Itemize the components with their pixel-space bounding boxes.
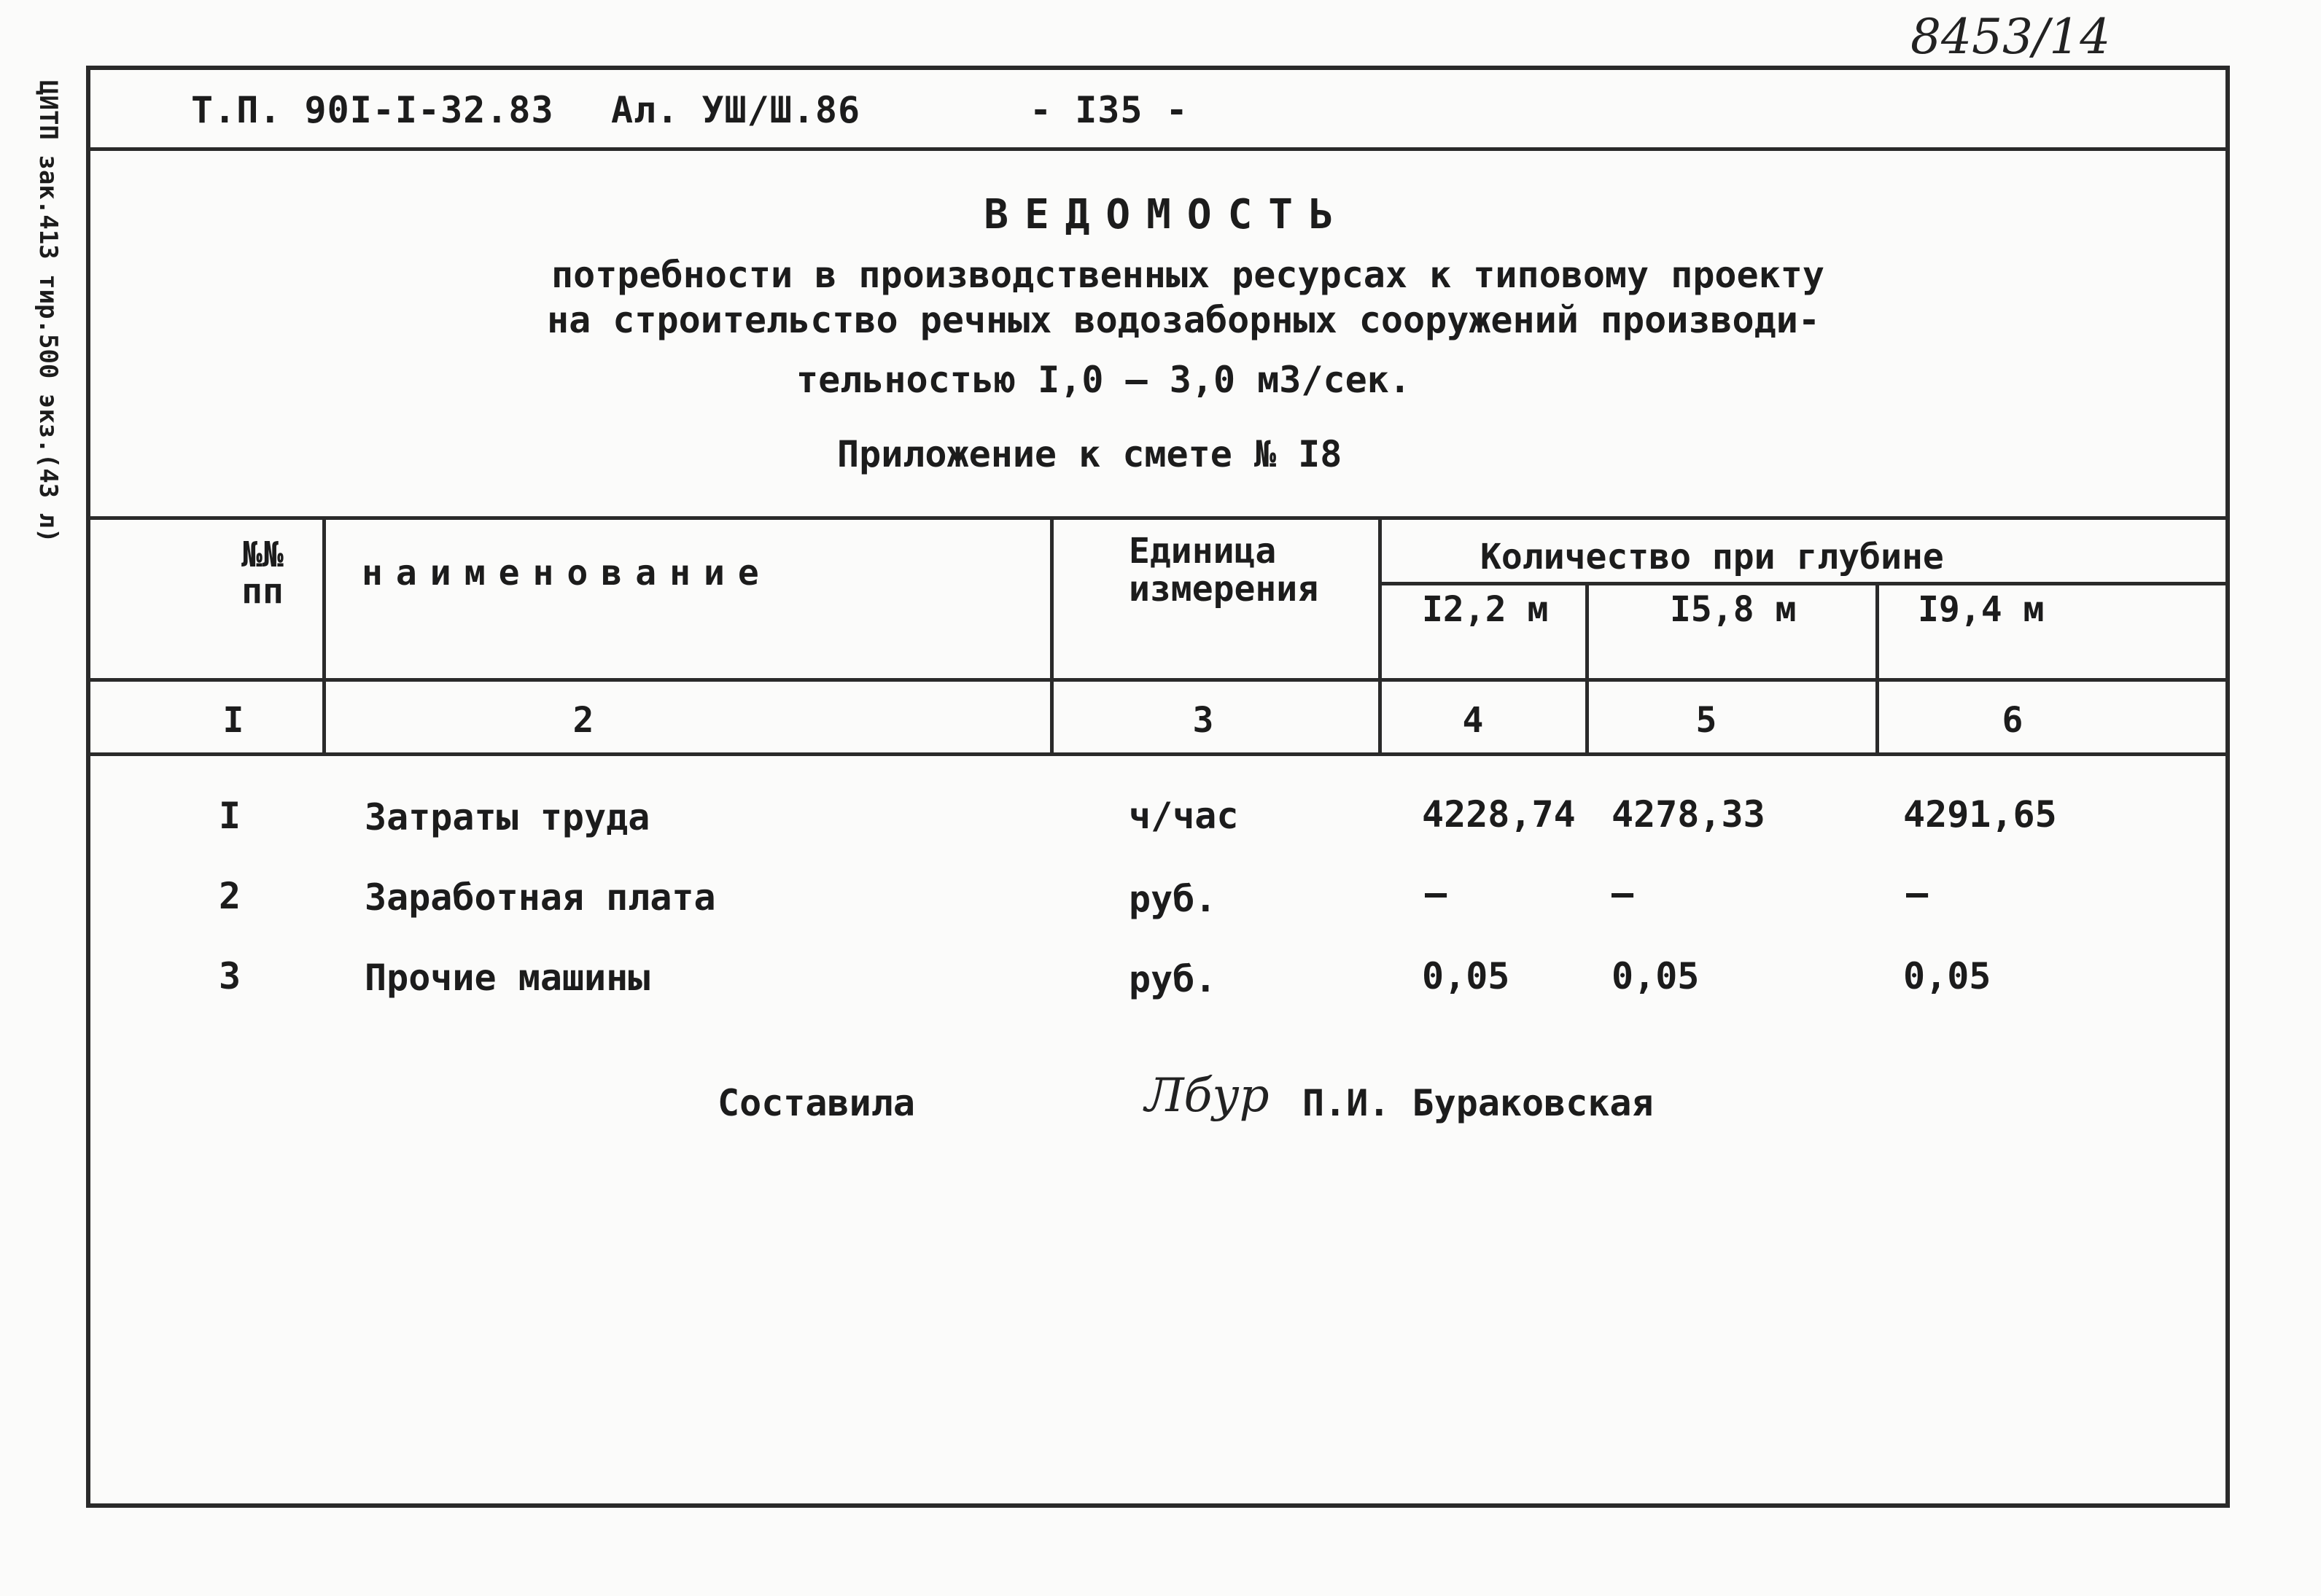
row-2-num: 2 [219, 875, 241, 917]
row-1-num: I [219, 795, 241, 837]
row-1-v1: 4228,74 [1422, 793, 1576, 836]
subtitle-line-1: потребности в производственных ресурсах к типовому проекту [551, 254, 1824, 296]
row-2-v3: – [1906, 872, 1929, 914]
col-number-5: 5 [1695, 700, 1717, 741]
row-3-name: Прочие машины [365, 957, 650, 999]
col-divider-5 [1875, 582, 1879, 756]
col-header-num: №№ пп [241, 534, 284, 612]
col-number-6: 6 [2002, 700, 2023, 741]
row-1-name: Затраты труда [365, 796, 650, 838]
row-3-num: 3 [219, 955, 241, 997]
colnum-bottom-line [90, 752, 2225, 756]
row-2-name: Заработная плата [365, 876, 716, 919]
col-number-1: I [222, 700, 244, 741]
col-divider-2 [1050, 516, 1054, 756]
header-bottom-line [90, 678, 2225, 682]
signature: Лбур [1145, 1069, 1270, 1123]
col-header-unit: Единица измерения [1129, 531, 1319, 610]
margin-stamp-text: ЦИТП зак.413 тир.500 экз.(43 л) [34, 80, 63, 543]
row-1-v3: 4291,65 [1903, 793, 2057, 836]
col-header-depth-1: I2,2 м [1422, 589, 1549, 630]
col-header-depth-2: I5,8 м [1670, 589, 1797, 630]
col-header-depth-3: I9,4 м [1918, 589, 2045, 630]
document-title: ВЕДОМОСТЬ [984, 191, 1350, 238]
appendix-label: Приложение к смете № I8 [837, 433, 1342, 475]
col-number-4: 4 [1462, 700, 1484, 741]
col-header-name: наименование [362, 553, 772, 593]
margin-stamp [18, 80, 61, 605]
table-top-border [90, 516, 2225, 520]
row-3-v3: 0,05 [1903, 955, 1991, 997]
col-divider-4 [1585, 582, 1589, 756]
row-1-unit: ч/час [1129, 795, 1239, 837]
compiler-name: П.И. Бураковская [1302, 1082, 1654, 1124]
col-divider-1 [322, 516, 326, 756]
row-2-v2: – [1612, 872, 1634, 914]
col-number-3: 3 [1192, 700, 1214, 741]
subtitle-line-3: тельностью I,0 – 3,0 м3/сек. [796, 359, 1411, 401]
row-3-unit: руб. [1129, 958, 1217, 1000]
album-code: Ал. УШ/Ш.86 [611, 89, 861, 131]
qty-subheader-line [1378, 582, 2225, 585]
page-number: - I35 - [1030, 89, 1189, 131]
archive-number: 8453/14 [1910, 9, 2111, 65]
row-2-unit: руб. [1129, 878, 1217, 920]
col-divider-3 [1378, 516, 1382, 756]
row-1-v2: 4278,33 [1612, 793, 1765, 836]
col-number-2: 2 [572, 700, 594, 741]
col-header-qty: Количество при глубине [1480, 537, 1944, 577]
row-3-v1: 0,05 [1422, 955, 1510, 997]
project-code: Т.П. 90I-I-32.83 [191, 89, 554, 131]
compiled-by-label: Составила [718, 1082, 915, 1124]
subtitle-line-2: на строительство речных водозаборных сооружений производи- [547, 299, 1820, 341]
row-2-v1: – [1425, 872, 1447, 914]
row-3-v2: 0,05 [1612, 955, 1700, 997]
header-divider [90, 147, 2225, 151]
